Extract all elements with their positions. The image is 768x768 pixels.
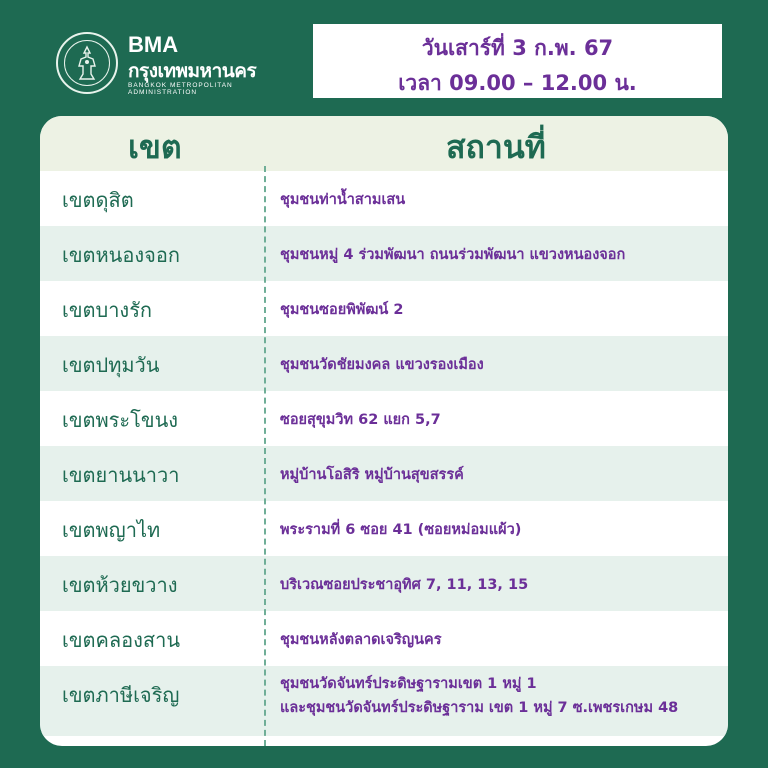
district-cell: เขตภาษีเจริญ	[62, 683, 180, 707]
table-row	[40, 281, 728, 336]
place-cell: ซอยสุขุมวิท 62 แยก 5,7	[280, 412, 441, 428]
logo-bma-text: BMA	[128, 32, 179, 57]
event-time: เวลา 09.00 – 12.00 น.	[398, 71, 637, 95]
table-row	[40, 666, 728, 736]
place-cell: ชุมชนซอยพิพัฒน์ 2	[280, 302, 404, 318]
place-cell: ชุมชนหลังตลาดเจริญนคร	[280, 632, 442, 648]
table-row	[40, 446, 728, 501]
table-row	[40, 611, 728, 666]
column-header-district: เขต	[128, 128, 182, 166]
place-cell	[280, 672, 678, 720]
place-cell: ชุมชนหมู่ 4 ร่วมพัฒนา ถนนร่วมพัฒนา แขวงหนองจอก	[280, 247, 626, 263]
bma-logo	[56, 30, 296, 100]
place-cell: หมู่บ้านโอสิริ หมู่บ้านสุขสรรค์	[280, 467, 464, 483]
place-line: และชุมชนวัดจันทร์ประดิษฐาราม เขต 1 หมู่ 7 ซ.เพชรเกษม 48	[280, 700, 679, 716]
table-row	[40, 171, 728, 226]
place-cell: พระรามที่ 6 ซอย 41 (ซอยหม่อมแผ้ว)	[280, 522, 522, 538]
date-box	[313, 24, 722, 98]
place-cell: ชุมชนวัดชัยมงคล แขวงรองเมือง	[280, 357, 484, 373]
bma-seal-icon	[56, 32, 118, 94]
logo-thai-text: กรุงเทพมหานคร	[128, 60, 257, 82]
place-cell: ชุมชนท่าน้ำสามเสน	[280, 192, 406, 208]
column-divider	[264, 166, 266, 746]
district-cell: เขตหนองจอก	[62, 243, 180, 267]
column-header-place: สถานที่	[446, 128, 546, 166]
schedule-table	[40, 116, 728, 746]
district-cell: เขตห้วยขวาง	[62, 573, 178, 597]
district-cell: เขตพญาไท	[62, 518, 161, 542]
table-row	[40, 336, 728, 391]
table-header	[40, 116, 728, 171]
event-date: วันเสาร์ที่ 3 ก.พ. 67	[421, 36, 614, 60]
district-cell: เขตยานนาวา	[62, 463, 180, 487]
table-row	[40, 501, 728, 556]
district-cell: เขตพระโขนง	[62, 408, 179, 432]
place-cell: บริเวณซอยประชาอุทิศ 7, 11, 13, 15	[280, 577, 529, 593]
district-cell: เขตคลองสาน	[62, 628, 181, 652]
table-row	[40, 556, 728, 611]
district-cell: เขตปทุมวัน	[62, 353, 160, 377]
table-row	[40, 391, 728, 446]
district-cell: เขตบางรัก	[62, 298, 153, 322]
table-row	[40, 226, 728, 281]
table-body	[40, 171, 728, 736]
place-line: ชุมชนวัดจันทร์ประดิษฐารามเขต 1 หมู่ 1	[280, 676, 537, 692]
logo-english-text: BANGKOK METROPOLITAN ADMINISTRATION	[128, 82, 233, 96]
district-cell: เขตดุสิต	[62, 188, 134, 212]
